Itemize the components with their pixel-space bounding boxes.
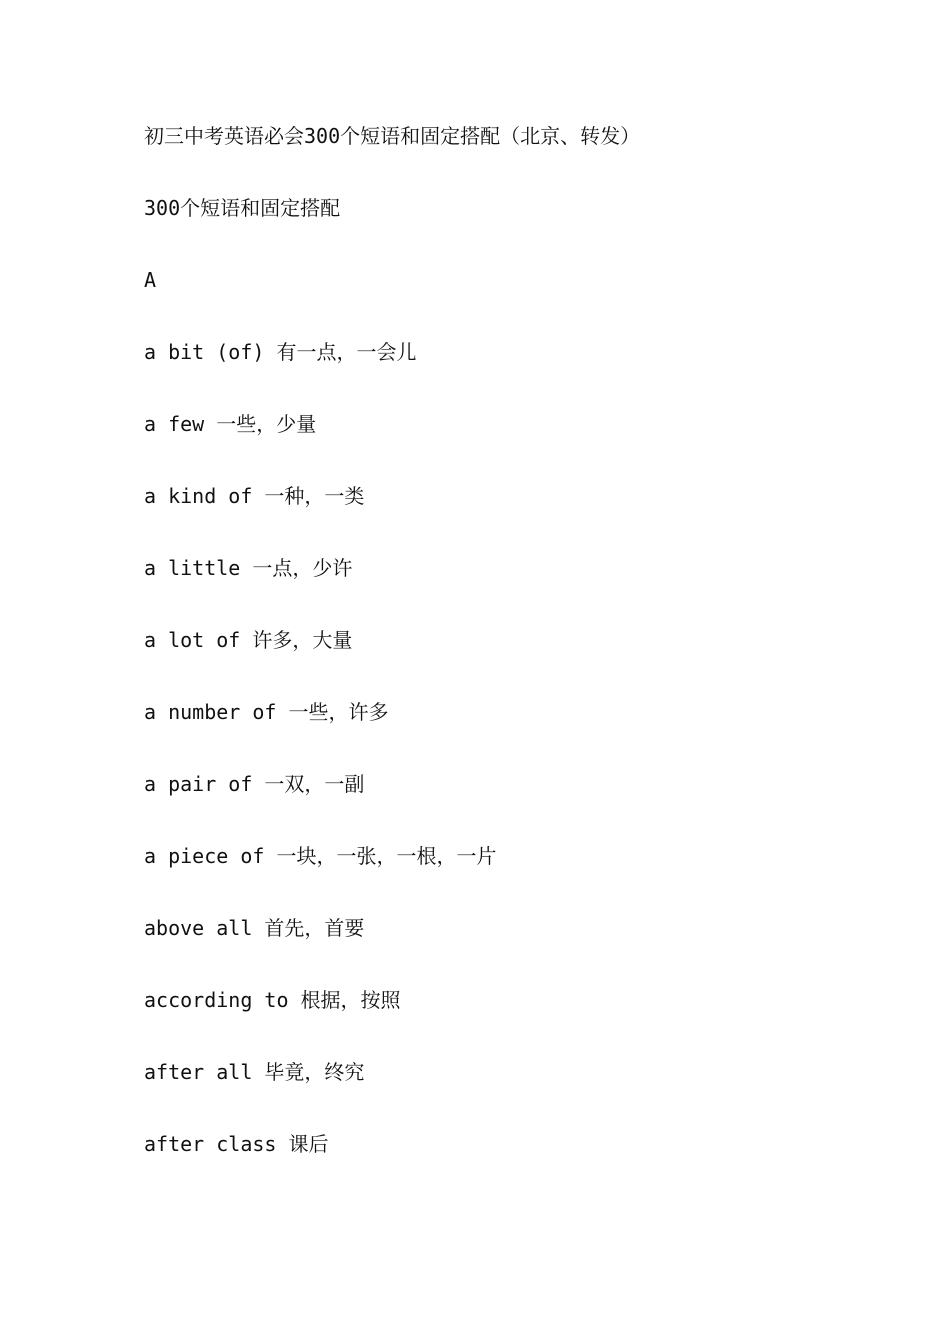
- phrase-entry: a bit (of) 有一点，一会儿: [144, 340, 417, 364]
- phrase-entry: a few 一些，少量: [144, 412, 317, 436]
- phrase-entry: a number of 一些，许多: [144, 700, 389, 724]
- phrase-entry: a lot of 许多，大量: [144, 628, 353, 652]
- document-title: 初三中考英语必会300个短语和固定搭配（北京、转发）: [144, 124, 641, 148]
- phrase-entry: a little 一点，少许: [144, 556, 353, 580]
- phrase-entry: according to 根据，按照: [144, 988, 401, 1012]
- phrase-entry: after all 毕竟，终究: [144, 1060, 365, 1084]
- phrase-entry: a kind of 一种，一类: [144, 484, 365, 508]
- section-heading-a: A: [144, 268, 157, 292]
- phrase-entry: a piece of 一块，一张，一根，一片: [144, 844, 497, 868]
- document-subtitle: 300个短语和固定搭配: [144, 196, 341, 220]
- phrase-entry: above all 首先，首要: [144, 916, 365, 940]
- phrase-entry: a pair of 一双，一副: [144, 772, 365, 796]
- phrase-entry: after class 课后: [144, 1132, 329, 1156]
